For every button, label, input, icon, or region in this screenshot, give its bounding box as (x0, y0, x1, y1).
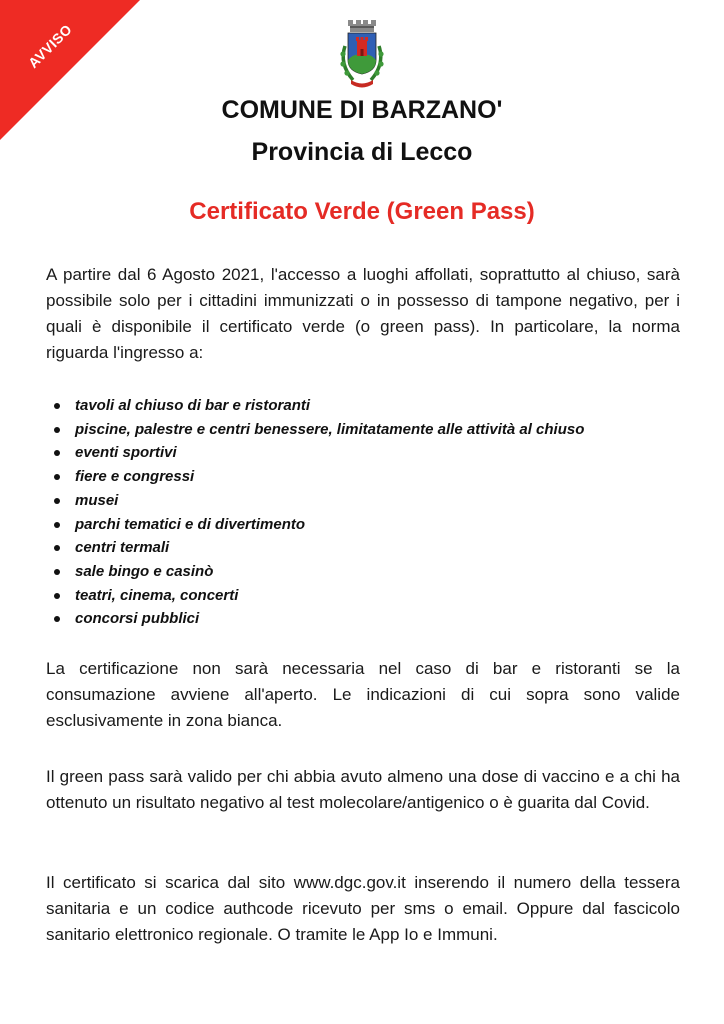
list-item (50, 560, 690, 584)
outdoor-paragraph: La certificazione non sarà necessaria nel caso di bar e ristoranti se la consumazione avviene all'aperto. Le indicazioni di cui sopra sono valide esclusivamente in zona bianca. (46, 659, 680, 730)
list-item (50, 394, 690, 418)
list-item-text: centri termali (75, 539, 170, 557)
list-item (50, 418, 690, 442)
bullet-icon (54, 450, 60, 456)
document-title: Certificato Verde (Green Pass) (189, 198, 535, 225)
bullet-icon (54, 522, 60, 528)
intro-paragraph: A partire dal 6 Agosto 2021, l'accesso a luoghi affollati, soprattutto al chiuso, sarà possibile solo per i cittadini immunizzati o in possesso di tampone negativo, per i quali è disponibile il certificato verde (o green pass). In particolare, la norma riguarda l'ingresso a: (46, 265, 680, 362)
corner-badge-label: AVVISO (24, 20, 76, 72)
list-item-text: fiere e congressi (75, 468, 195, 486)
bullet-icon (54, 616, 60, 622)
list-item (50, 607, 690, 631)
download-paragraph: Il certificato si scarica dal sito www.dgc.gov.it inserendo il numero della tessera sanitaria e un codice authcode ricevuto per sms o email. Oppure dal fascicolo sanitario elettronico regionale. O tramite le App Io e Immuni. (46, 873, 680, 944)
bullet-icon (54, 474, 60, 480)
list-item-text: tavoli al chiuso di bar e ristoranti (75, 397, 311, 414)
list-item-text: sale bingo e casinò (75, 562, 214, 580)
list-item-text: piscine, palestre e centri benessere, limitatamente alle attività al chiuso (75, 420, 585, 438)
province-name: Provincia di Lecco (251, 138, 473, 166)
municipality-name: COMUNE DI BARZANO' (221, 96, 503, 124)
list-item (50, 536, 690, 560)
municipal-coat-of-arms-icon (331, 16, 393, 92)
list-item-text: concorsi pubblici (75, 610, 200, 628)
validity-paragraph: Il green pass sarà valido per chi abbia avuto almeno una dose di vaccino e a chi ha ottenuto un risultato negativo al test molecolare/antigenico o è guarita dal Covid. (46, 767, 680, 812)
list-item-text: eventi sportivi (75, 444, 177, 462)
list-item (50, 465, 690, 489)
list-item (50, 584, 690, 608)
list-item (50, 513, 690, 537)
list-item-text: musei (75, 491, 119, 509)
bullet-icon (54, 569, 60, 575)
bullet-icon (54, 498, 60, 504)
list-item-text: teatri, cinema, concerti (75, 586, 239, 604)
venue-list (50, 394, 690, 631)
list-item-text: parchi tematici e di divertimento (75, 515, 306, 533)
bullet-icon (54, 427, 60, 433)
list-item (50, 489, 690, 513)
bullet-icon (54, 403, 60, 409)
bullet-icon (54, 545, 60, 551)
bullet-icon (54, 593, 60, 599)
list-item (50, 441, 690, 465)
